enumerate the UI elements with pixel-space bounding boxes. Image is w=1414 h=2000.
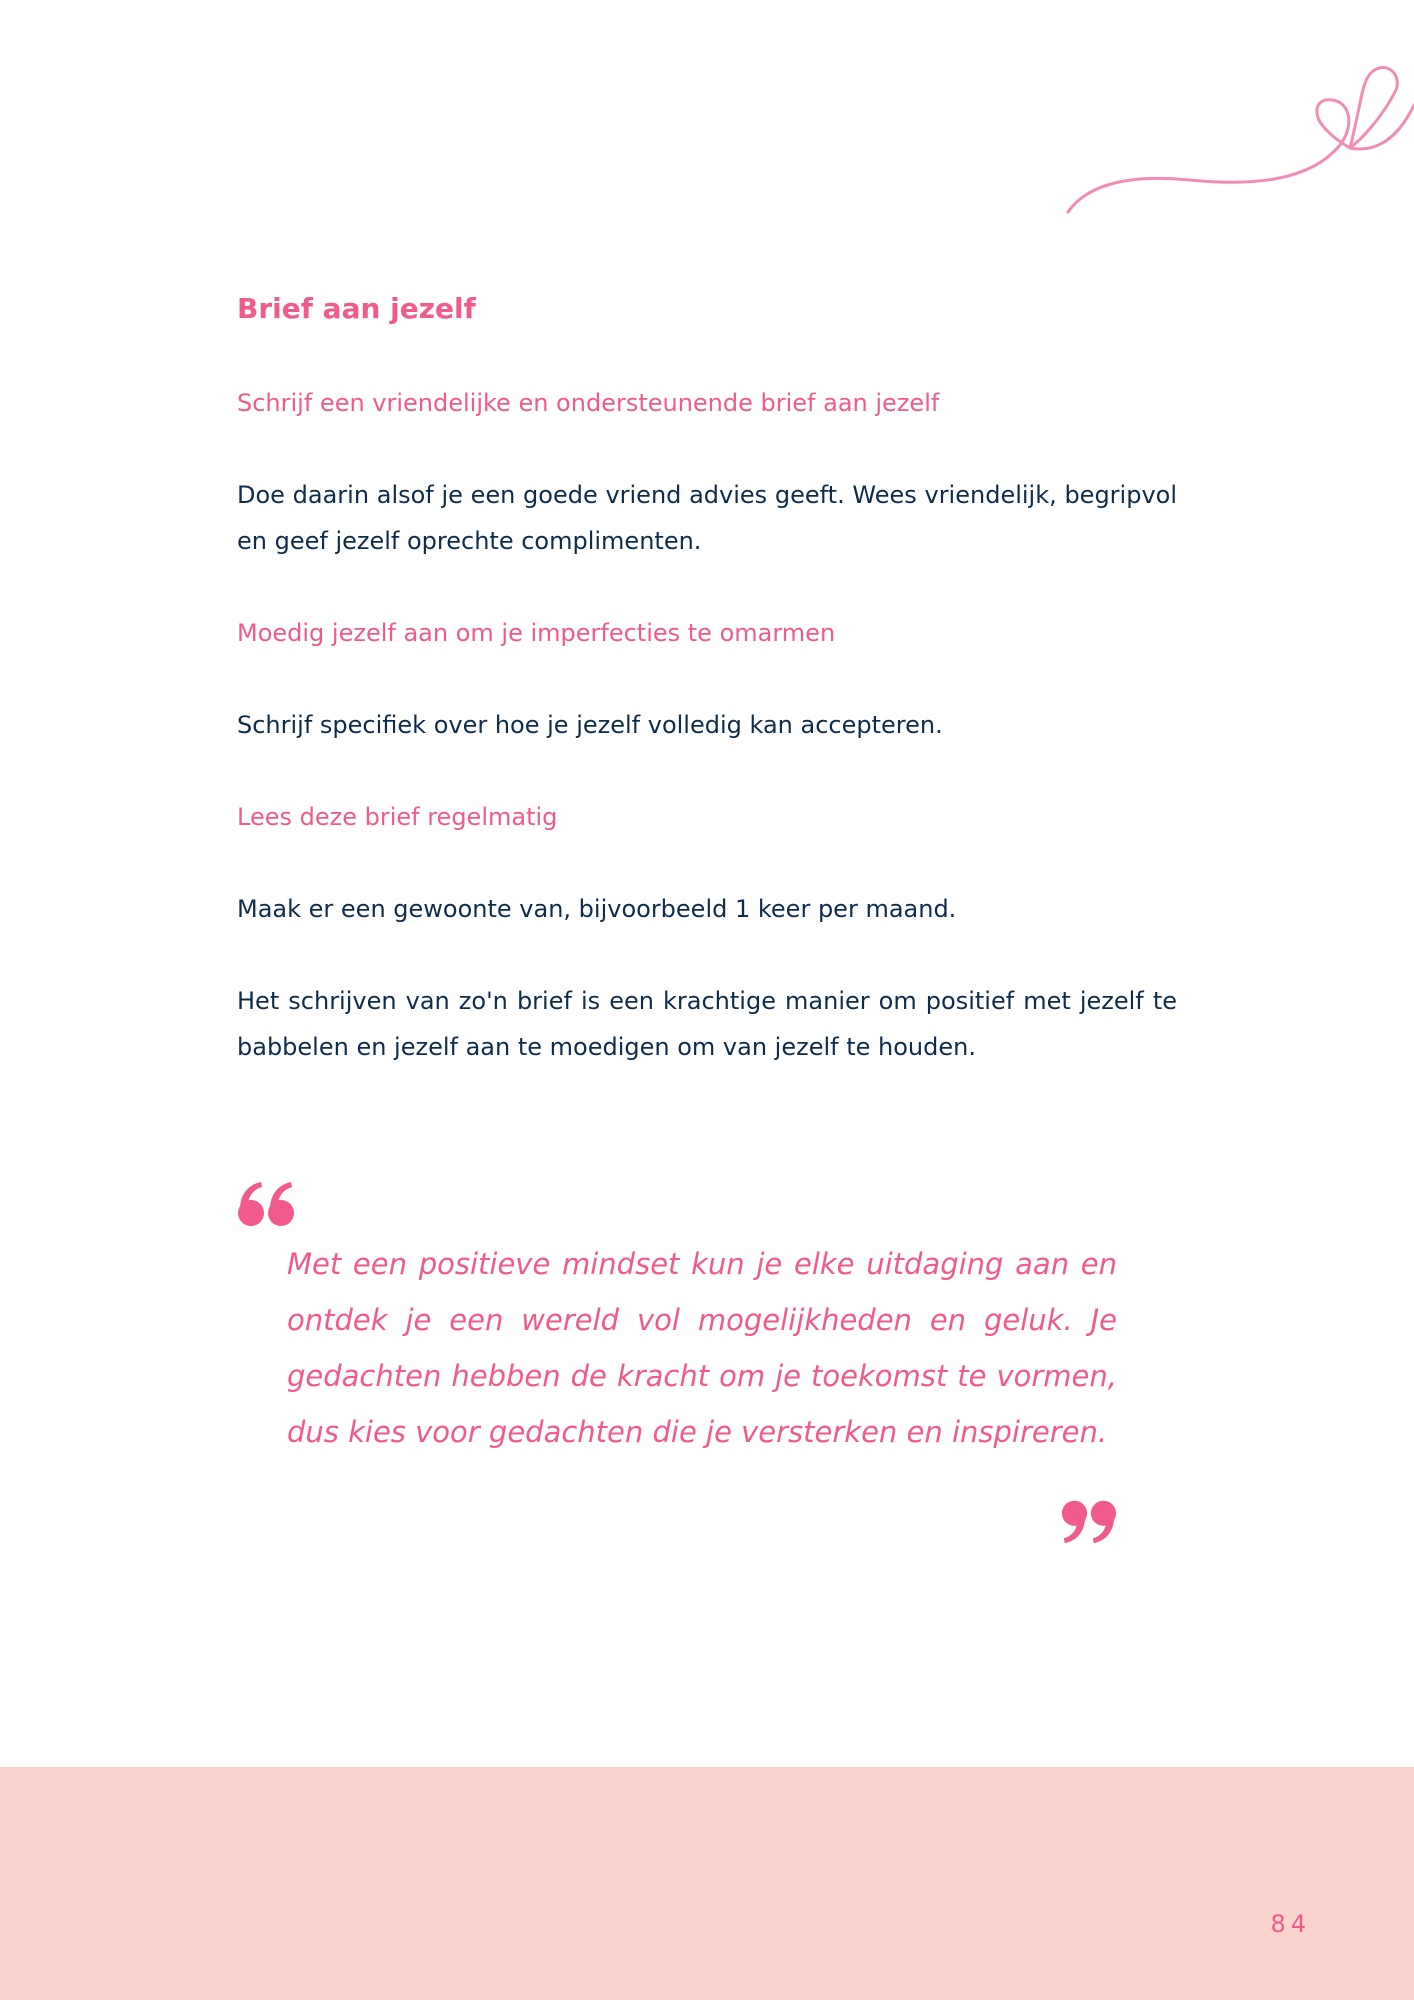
- subheading-write-letter: Schrijf een vriendelijke en ondersteunende brief aan jezelf: [237, 389, 940, 417]
- page-title: Brief aan jezelf: [237, 292, 476, 325]
- paragraph-conclusion: Het schrijven van zo'n brief is een krachtige manier om positief met jezelf te babbelen en jezelf aan te moedigen om van jezelf te houden.: [237, 987, 1177, 1061]
- open-quote-icon: [237, 1180, 297, 1230]
- paragraph-accept-yourself: Schrijf specifiek over hoe je jezelf volledig kan accepteren.: [237, 711, 943, 739]
- main-content: [237, 286, 1177, 1116]
- paragraph-friend-advice: Doe daarin alsof je een goede vriend advies geeft. Wees vriendelijk, begripvol en geef jezelf oprechte complimenten.: [237, 481, 1177, 555]
- paragraph-habit: Maak er een gewoonte van, bijvoorbeeld 1 keer per maand.: [237, 895, 957, 923]
- quote-text: Met een positieve mindset kun je elke uitdaging aan en ontdek je een wereld vol mogelijkheden en geluk. Je gedachten hebben de kracht om je toekomst te vormen, dus kies voor gedachten die je versterken en inspireren.: [287, 1247, 1117, 1449]
- quote-block: [237, 1180, 1117, 1560]
- close-quote-icon: [1059, 1496, 1117, 1546]
- heart-swirl-icon: [1050, 50, 1414, 230]
- subheading-embrace-imperfections: Moedig jezelf aan om je imperfecties te omarmen: [237, 619, 836, 647]
- footer-band: [0, 1767, 1414, 2000]
- subheading-read-regularly: Lees deze brief regelmatig: [237, 803, 558, 831]
- page-number: 84: [1270, 1910, 1311, 1938]
